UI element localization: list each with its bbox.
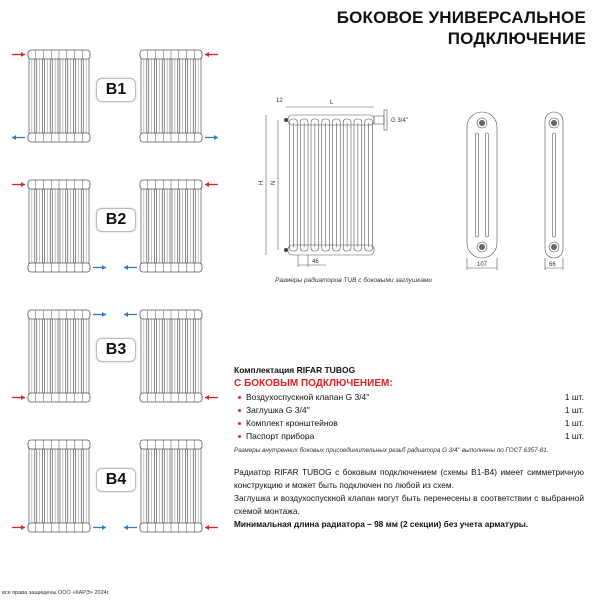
kit-note: Размеры внутренних боковых присоединительных резьб радиатора G 3/4'' выполнены по ГОСТ 6357-81.	[234, 447, 549, 454]
kit-list	[234, 391, 584, 443]
bullet-icon	[238, 409, 241, 412]
return-arrow-icon	[124, 265, 137, 270]
bullet-icon	[238, 422, 241, 425]
dim-12: 12	[276, 98, 283, 104]
scheme-b2	[0, 170, 230, 280]
kit-item: Паспорт прибора 1 шт.	[234, 430, 584, 443]
return-arrow-icon	[124, 525, 137, 530]
bullet-icon	[238, 435, 241, 438]
dim-107: 107	[477, 262, 488, 268]
description: Радиатор RIFAR TUBOG с боковым подключением (схемы B1-B4) имеет симметричную конструкцию и может быть подключен по любой из схем. Заглушка и воздухоспускной клапан могут быть перенесены в соответствии с выбранной схемой монтажа. Минимальная длина радиатора – 98 мм (2 секции) без учета арматуры.	[234, 467, 584, 529]
scheme-label: B2	[96, 208, 136, 232]
dim-l: L	[330, 100, 334, 106]
kit-item: Заглушка G 3/4'' 1 шт.	[234, 404, 584, 417]
kit-heading: Комплектация RIFAR TUBOG	[234, 365, 356, 375]
radiator	[140, 50, 202, 142]
return-arrow-icon	[93, 525, 106, 530]
dim-66: 66	[549, 262, 556, 268]
supply-arrow-icon	[12, 182, 25, 187]
side-view-3-column	[467, 112, 497, 258]
supply-arrow-icon	[12, 52, 25, 57]
radiator	[140, 310, 202, 402]
supply-arrow-icon	[205, 525, 218, 530]
kit-section	[234, 365, 584, 454]
bullet-icon	[238, 396, 241, 399]
front-view	[284, 110, 387, 255]
scheme-b4	[0, 430, 230, 540]
kit-item: Комплект кронштейнов 1 шт.	[234, 417, 584, 430]
supply-arrow-icon	[12, 525, 25, 530]
return-arrow-icon	[205, 135, 218, 140]
supply-arrow-icon	[205, 52, 218, 57]
dim-h: H	[259, 180, 265, 185]
side-view-2-column	[545, 112, 563, 258]
thread-label: G 3/4''	[391, 118, 408, 124]
radiator	[140, 180, 202, 272]
dim-46: 46	[312, 259, 319, 265]
return-arrow-icon	[12, 135, 25, 140]
scheme-b1	[0, 40, 230, 150]
kit-item: Воздухоспускной клапан G 3/4'' 1 шт.	[234, 391, 584, 404]
radiator	[28, 180, 90, 272]
kit-subheading: С БОКОВЫМ ПОДКЛЮЧЕНИЕМ:	[234, 378, 393, 389]
drawing-caption: Размеры радиаторов TUB с боковыми заглушками	[275, 277, 433, 284]
page-title: БОКОВОЕ УНИВЕРСАЛЬНОЕ ПОДКЛЮЧЕНИЕ	[336, 8, 586, 48]
scheme-b3	[0, 300, 230, 410]
return-arrow-icon	[93, 265, 106, 270]
supply-arrow-icon	[205, 182, 218, 187]
radiator	[28, 440, 90, 532]
radiator	[28, 310, 90, 402]
scheme-label: B3	[96, 338, 136, 362]
supply-arrow-icon	[12, 395, 25, 400]
scheme-label: B4	[96, 468, 136, 492]
radiator	[28, 50, 90, 142]
copyright: все права защищены ООО «КАРЭ» 2024г.	[2, 590, 110, 596]
supply-arrow-icon	[205, 395, 218, 400]
scheme-label: B1	[96, 78, 136, 102]
radiator	[140, 440, 202, 532]
return-arrow-icon	[93, 312, 106, 317]
dim-n: N	[271, 180, 277, 185]
radiator-dimension-drawing	[250, 90, 600, 280]
return-arrow-icon	[124, 312, 137, 317]
